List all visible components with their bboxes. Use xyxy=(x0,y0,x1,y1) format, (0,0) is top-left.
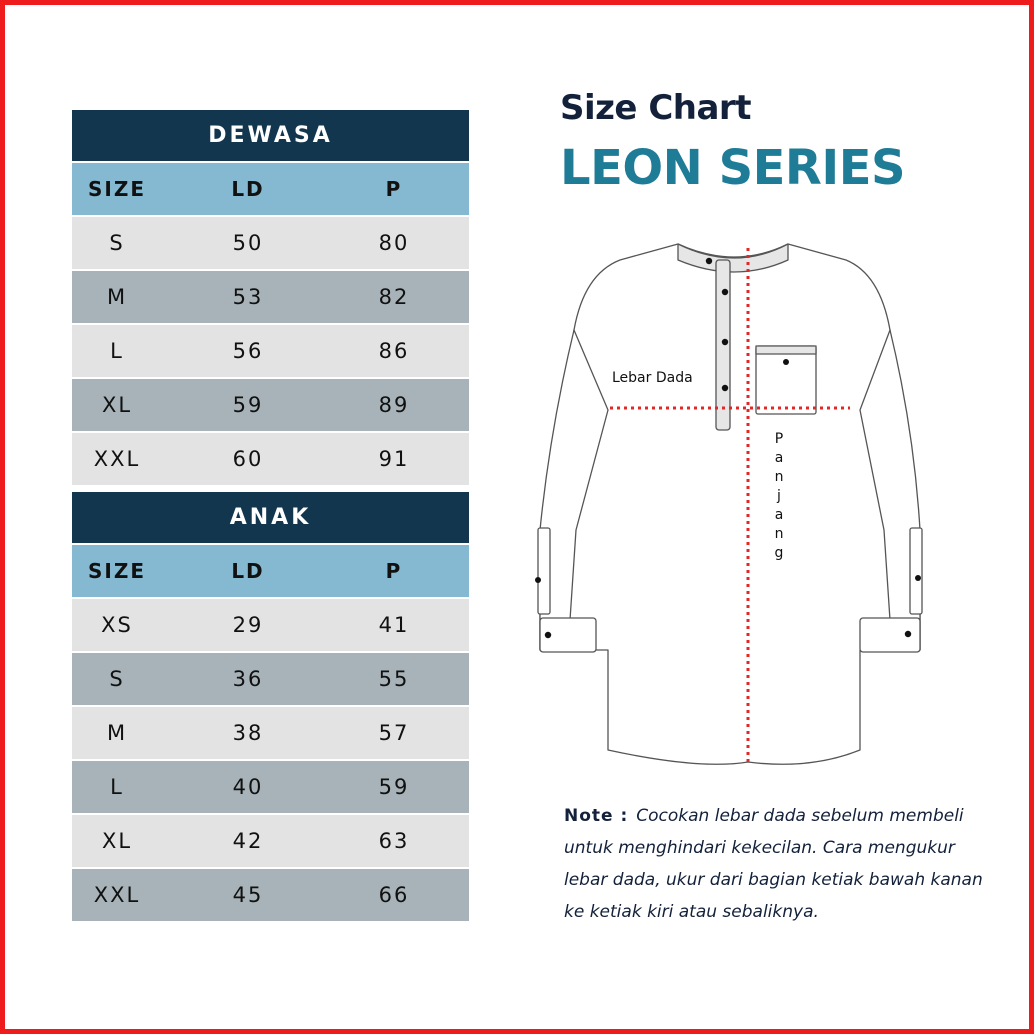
cell-ld: 36 xyxy=(232,667,264,691)
table-row xyxy=(72,653,469,705)
cell-ld: 42 xyxy=(232,829,264,853)
length-label-letter: a xyxy=(774,450,784,466)
series-title: LEON SERIES xyxy=(560,140,906,196)
cell-p: 66 xyxy=(378,883,410,907)
cell-size: XXL xyxy=(93,447,141,471)
cell-p: 41 xyxy=(378,613,410,637)
right-cuff-button xyxy=(905,631,911,637)
cell-ld: 45 xyxy=(232,883,264,907)
cell-size: M xyxy=(106,285,128,309)
shirt-diagram xyxy=(520,230,940,780)
cell-size: L xyxy=(110,775,124,799)
table-row xyxy=(72,325,469,377)
table-row xyxy=(72,379,469,431)
table-row xyxy=(72,761,469,813)
table-title: ANAK xyxy=(72,492,469,543)
table-row xyxy=(72,815,469,867)
right-sleeve-tab xyxy=(910,528,922,614)
table-anak xyxy=(72,492,469,921)
cell-p: 59 xyxy=(378,775,410,799)
left-tab-button xyxy=(535,577,541,583)
collar-button xyxy=(706,258,712,264)
cell-p: 89 xyxy=(378,393,410,417)
note xyxy=(564,800,984,928)
length-label-letter: P xyxy=(774,431,784,447)
cell-ld: 56 xyxy=(232,339,264,363)
right-tab-button xyxy=(915,575,921,581)
note-text: Cocokan lebar dada sebelum membeli untuk menghindari kekecilan. Cara mengukur lebar dada, ukur dari bagian ketiak bawah kanan ke ketiak kiri atau sebaliknya. xyxy=(564,806,983,922)
cell-ld: 53 xyxy=(232,285,264,309)
cell-p: 82 xyxy=(378,285,410,309)
length-label-letter: a xyxy=(774,507,784,523)
table-body xyxy=(72,599,469,921)
placket-button-1 xyxy=(722,289,728,295)
placket-button-3 xyxy=(722,385,728,391)
cell-size: L xyxy=(110,339,124,363)
cell-p: 80 xyxy=(378,231,410,255)
header-size: SIZE xyxy=(87,177,146,201)
length-label xyxy=(772,430,786,563)
cell-p: 57 xyxy=(378,721,410,745)
cell-p: 63 xyxy=(378,829,410,853)
cell-size: XXL xyxy=(93,883,141,907)
placket xyxy=(716,260,730,430)
table-row xyxy=(72,271,469,323)
table-row xyxy=(72,869,469,921)
table-row xyxy=(72,217,469,269)
page-title: Size Chart xyxy=(560,88,751,128)
cell-size: XS xyxy=(101,613,133,637)
length-label-letter: g xyxy=(774,545,784,561)
cell-size: M xyxy=(106,721,128,745)
table-title: DEWASA xyxy=(72,110,469,161)
header-size: SIZE xyxy=(87,559,146,583)
cell-ld: 38 xyxy=(232,721,264,745)
left-sleeve-tab xyxy=(538,528,550,614)
cell-p: 91 xyxy=(378,447,410,471)
note-label: Note : xyxy=(564,806,629,826)
header-p: P xyxy=(385,559,403,583)
cell-ld: 59 xyxy=(232,393,264,417)
cell-size: S xyxy=(109,667,125,691)
pocket-flap xyxy=(756,346,816,354)
cell-ld: 40 xyxy=(232,775,264,799)
cell-ld: 50 xyxy=(232,231,264,255)
table-row xyxy=(72,707,469,759)
pocket-button xyxy=(783,359,789,365)
cell-p: 86 xyxy=(378,339,410,363)
chest-label: Lebar Dada xyxy=(612,370,693,386)
header-p: P xyxy=(385,177,403,201)
pocket xyxy=(756,346,816,414)
table-dewasa xyxy=(72,110,469,485)
placket-button-2 xyxy=(722,339,728,345)
cell-p: 55 xyxy=(378,667,410,691)
cell-size: S xyxy=(109,231,125,255)
header-ld: LD xyxy=(231,177,265,201)
cell-ld: 60 xyxy=(232,447,264,471)
left-cuff-button xyxy=(545,632,551,638)
table-row xyxy=(72,433,469,485)
table-header-row xyxy=(72,163,469,215)
table-row xyxy=(72,599,469,651)
length-label-letter: n xyxy=(774,469,784,485)
cell-size: XL xyxy=(101,829,133,853)
header-ld: LD xyxy=(231,559,265,583)
table-body xyxy=(72,217,469,485)
table-header-row xyxy=(72,545,469,597)
cell-size: XL xyxy=(101,393,133,417)
cell-ld: 29 xyxy=(232,613,264,637)
length-label-letter: n xyxy=(774,526,784,542)
length-label-letter: j xyxy=(777,488,781,504)
